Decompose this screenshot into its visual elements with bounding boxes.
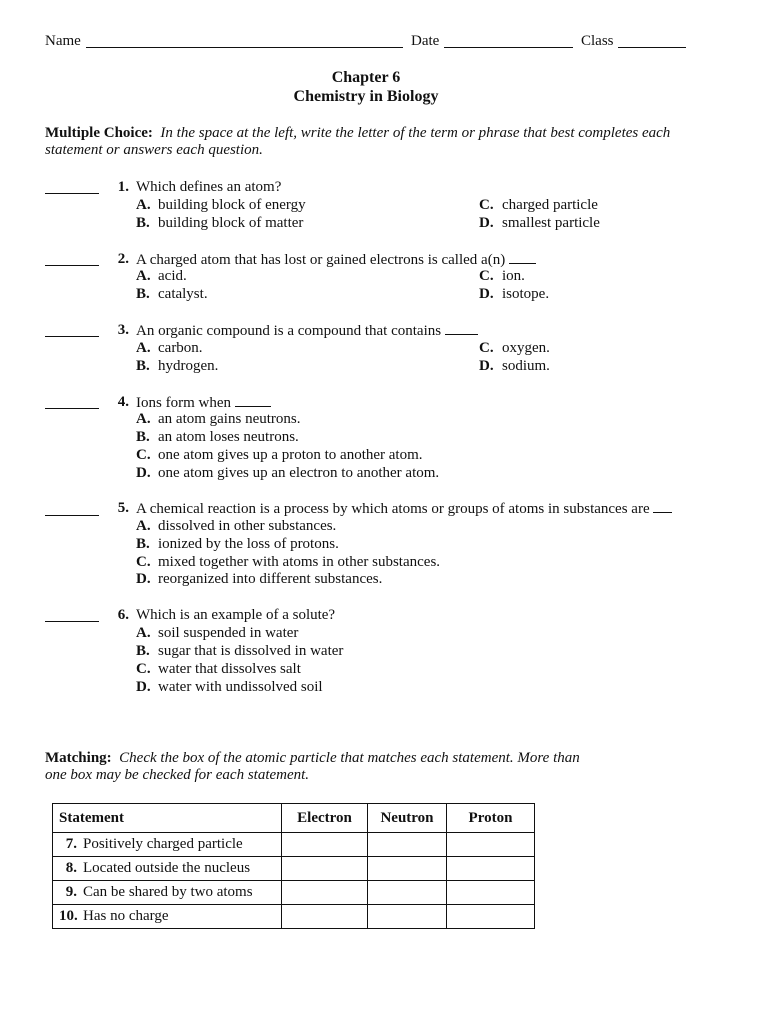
option-text: smallest particle bbox=[502, 215, 600, 231]
option-letter: D. bbox=[479, 358, 494, 374]
column-header-statement: Statement bbox=[53, 804, 282, 833]
option-letter: D. bbox=[479, 286, 494, 302]
question-text: Ions form when bbox=[136, 394, 271, 412]
table-header-row bbox=[53, 804, 535, 833]
statement-text: Located outside the nucleus bbox=[83, 860, 251, 876]
option-text: an atom loses neutrons. bbox=[158, 429, 299, 445]
neutron-checkbox-cell[interactable] bbox=[368, 881, 447, 905]
multiple-choice-instruction-text: In the space at the left, write the letter of the term or phrase that best completes each statement or answers each question. bbox=[45, 125, 671, 158]
proton-checkbox-cell[interactable] bbox=[447, 857, 535, 881]
option-text: carbon. bbox=[158, 340, 203, 356]
statement-number: 10. bbox=[59, 908, 78, 924]
table-row bbox=[53, 833, 535, 857]
option-text: oxygen. bbox=[502, 340, 550, 356]
name-label: Name bbox=[45, 33, 81, 49]
option-text: mixed together with atoms in other substances. bbox=[158, 554, 441, 570]
option-letter: B. bbox=[136, 358, 150, 374]
answer-blank-4[interactable] bbox=[45, 408, 99, 409]
option-letter: A. bbox=[136, 411, 151, 427]
fill-in-blank bbox=[653, 500, 672, 513]
proton-checkbox-cell[interactable] bbox=[447, 833, 535, 857]
option-text: charged particle bbox=[502, 197, 598, 213]
option-letter: C. bbox=[479, 340, 494, 356]
option-letter: A. bbox=[136, 268, 151, 284]
name-field[interactable] bbox=[86, 47, 403, 48]
electron-checkbox-cell[interactable] bbox=[282, 905, 368, 929]
option-text: sugar that is dissolved in water bbox=[158, 643, 344, 659]
question-number: 6. bbox=[117, 607, 129, 623]
option-text: ionized by the loss of protons. bbox=[158, 536, 339, 552]
question-text: A chemical reaction is a process by which atoms or groups of atoms in substances are bbox=[136, 500, 672, 518]
electron-checkbox-cell[interactable] bbox=[282, 881, 368, 905]
question-number: 3. bbox=[117, 322, 129, 338]
option-letter: A. bbox=[136, 625, 151, 641]
statement-number: 9. bbox=[65, 884, 77, 900]
date-field[interactable] bbox=[444, 47, 573, 48]
answer-blank-1[interactable] bbox=[45, 193, 99, 194]
statement-cell bbox=[53, 905, 282, 929]
option-letter: A. bbox=[136, 518, 151, 534]
option-text: water that dissolves salt bbox=[158, 661, 301, 677]
matching-heading: Matching: bbox=[45, 750, 112, 766]
neutron-checkbox-cell[interactable] bbox=[368, 833, 447, 857]
table-row bbox=[53, 881, 535, 905]
statement-cell bbox=[53, 857, 282, 881]
question-number: 1. bbox=[117, 179, 129, 195]
option-text: dissolved in other substances. bbox=[158, 518, 337, 534]
option-letter: C. bbox=[479, 197, 494, 213]
statement-text: Positively charged particle bbox=[83, 836, 243, 852]
neutron-checkbox-cell[interactable] bbox=[368, 857, 447, 881]
matching-table bbox=[52, 803, 535, 929]
statement-number: 7. bbox=[65, 836, 77, 852]
option-text: water with undissolved soil bbox=[158, 679, 323, 695]
option-letter: B. bbox=[136, 536, 150, 552]
table-row bbox=[53, 905, 535, 929]
answer-blank-6[interactable] bbox=[45, 621, 99, 622]
class-field[interactable] bbox=[618, 47, 686, 48]
column-header-electron: Electron bbox=[282, 804, 368, 833]
question-text: Which defines an atom? bbox=[136, 179, 282, 195]
option-text: isotope. bbox=[502, 286, 550, 302]
statement-cell bbox=[53, 833, 282, 857]
option-letter: B. bbox=[136, 429, 150, 445]
option-text: reorganized into different substances. bbox=[158, 571, 383, 587]
electron-checkbox-cell[interactable] bbox=[282, 857, 368, 881]
option-text: sodium. bbox=[502, 358, 550, 374]
matching-instruction-text: Check the box of the atomic particle that matches each statement. More than one box may be checked for each statement. bbox=[45, 750, 580, 783]
answer-blank-5[interactable] bbox=[45, 515, 99, 516]
option-letter: B. bbox=[136, 643, 150, 659]
question-text: A charged atom that has lost or gained electrons is called a(n) bbox=[136, 251, 536, 269]
question-number: 4. bbox=[117, 394, 129, 410]
chapter-title: Chapter 6 bbox=[331, 69, 401, 86]
option-text: acid. bbox=[158, 268, 187, 284]
option-text: ion. bbox=[502, 268, 525, 284]
option-text: catalyst. bbox=[158, 286, 208, 302]
statement-number: 8. bbox=[65, 860, 77, 876]
option-letter: B. bbox=[136, 215, 150, 231]
statement-text: Has no charge bbox=[83, 908, 169, 924]
column-header-neutron: Neutron bbox=[368, 804, 447, 833]
column-header-proton: Proton bbox=[447, 804, 535, 833]
option-text: building block of matter bbox=[158, 215, 304, 231]
option-letter: D. bbox=[136, 679, 151, 695]
option-text: one atom gives up a proton to another atom. bbox=[158, 447, 423, 463]
option-letter: C. bbox=[136, 661, 151, 677]
option-text: hydrogen. bbox=[158, 358, 219, 374]
neutron-checkbox-cell[interactable] bbox=[368, 905, 447, 929]
electron-checkbox-cell[interactable] bbox=[282, 833, 368, 857]
date-label: Date bbox=[411, 33, 440, 49]
statement-text: Can be shared by two atoms bbox=[83, 884, 253, 900]
answer-blank-3[interactable] bbox=[45, 336, 99, 337]
fill-in-blank bbox=[445, 322, 478, 335]
option-text: soil suspended in water bbox=[158, 625, 299, 641]
option-text: building block of energy bbox=[158, 197, 306, 213]
multiple-choice-instructions bbox=[45, 125, 685, 159]
question-number: 5. bbox=[117, 500, 129, 516]
statement-cell bbox=[53, 881, 282, 905]
option-letter: D. bbox=[479, 215, 494, 231]
answer-blank-2[interactable] bbox=[45, 265, 99, 266]
question-number: 2. bbox=[117, 251, 129, 267]
option-letter: A. bbox=[136, 340, 151, 356]
option-text: an atom gains neutrons. bbox=[158, 411, 301, 427]
option-letter: C. bbox=[136, 447, 151, 463]
option-letter: D. bbox=[136, 465, 151, 481]
question-text: An organic compound is a compound that contains bbox=[136, 322, 478, 340]
multiple-choice-heading: Multiple Choice: bbox=[45, 125, 153, 141]
subject-title: Chemistry in Biology bbox=[293, 88, 439, 105]
option-letter: B. bbox=[136, 286, 150, 302]
option-letter: C. bbox=[479, 268, 494, 284]
option-text: one atom gives up an electron to another atom. bbox=[158, 465, 440, 481]
option-letter: C. bbox=[136, 554, 151, 570]
proton-checkbox-cell[interactable] bbox=[447, 881, 535, 905]
fill-in-blank bbox=[509, 251, 536, 264]
table-row bbox=[53, 857, 535, 881]
option-letter: A. bbox=[136, 197, 151, 213]
proton-checkbox-cell[interactable] bbox=[447, 905, 535, 929]
question-text: Which is an example of a solute? bbox=[136, 607, 336, 623]
fill-in-blank bbox=[235, 394, 271, 407]
matching-instructions bbox=[45, 750, 605, 784]
class-label: Class bbox=[581, 33, 614, 49]
option-letter: D. bbox=[136, 571, 151, 587]
